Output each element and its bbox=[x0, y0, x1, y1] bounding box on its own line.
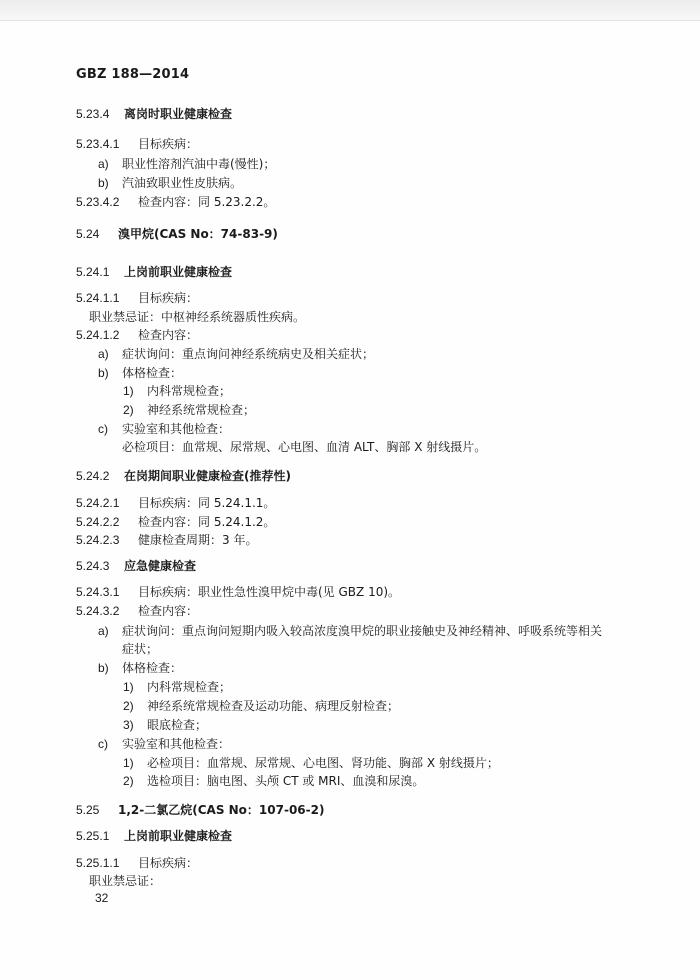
list-text: 神经系统常规检查； bbox=[147, 403, 256, 417]
scan-top-edge bbox=[0, 0, 700, 21]
clause-line bbox=[76, 291, 198, 305]
section-heading bbox=[76, 803, 324, 817]
page-header: GBZ 188—2014 bbox=[76, 67, 190, 82]
list-marker: 2) bbox=[123, 699, 134, 713]
sublist-item bbox=[123, 718, 207, 732]
section-number: 5.23.4 bbox=[76, 107, 110, 121]
clause-number: 5.24.2.3 bbox=[76, 533, 120, 547]
clause-text: 检查内容：同 5.24.1.2。 bbox=[138, 515, 276, 529]
list-text: 实验室和其他检查： bbox=[122, 737, 231, 751]
list-item bbox=[98, 422, 230, 436]
list-marker: a) bbox=[98, 347, 109, 361]
sublist-item bbox=[123, 403, 255, 417]
list-item bbox=[98, 661, 182, 675]
clause-line bbox=[76, 585, 400, 599]
section-title: 溴甲烷(CAS No：74-83-9) bbox=[118, 227, 278, 241]
list-item bbox=[98, 347, 374, 361]
list-text: 体格检查： bbox=[122, 661, 183, 675]
list-text: 症状询问：重点询问短期内吸入较高浓度溴甲烷的职业接触史及神经精神、呼吸系统等相关 bbox=[122, 624, 603, 638]
section-number: 5.24.1 bbox=[76, 265, 110, 279]
clause-number: 5.24.1.1 bbox=[76, 291, 120, 305]
list-text: 神经系统常规检查及运动功能、病理反射检查； bbox=[147, 699, 400, 713]
paragraph-line bbox=[122, 440, 486, 454]
paragraph-text: 职业禁忌证： bbox=[89, 874, 162, 888]
clause-text: 目标疾病：同 5.24.1.1。 bbox=[138, 496, 276, 510]
clause-text: 目标疾病： bbox=[138, 291, 199, 305]
section-title: 在岗期间职业健康检查(推荐性) bbox=[124, 469, 291, 483]
list-marker: 2) bbox=[123, 403, 134, 417]
clause-text: 目标疾病：职业性急性溴甲烷中毒(见 GBZ 10)。 bbox=[138, 585, 401, 599]
paragraph-text: 职业禁忌证：中枢神经系统器质性疾病。 bbox=[89, 310, 306, 324]
clause-line bbox=[76, 515, 275, 529]
clause-line bbox=[76, 604, 198, 618]
section-heading bbox=[76, 227, 278, 241]
clause-number: 5.24.2.1 bbox=[76, 496, 120, 510]
list-text: 职业性溶剂汽油中毒(慢性)； bbox=[122, 157, 276, 171]
clause-text: 检查内容： bbox=[138, 328, 199, 342]
list-marker: b) bbox=[98, 661, 109, 675]
page-number: 32 bbox=[95, 891, 109, 905]
sublist-item bbox=[123, 699, 399, 713]
clause-text: 目标疾病： bbox=[138, 856, 199, 870]
section-title: 1,2-二氯乙烷(CAS No：107-06-2) bbox=[118, 803, 325, 817]
list-item bbox=[98, 366, 182, 380]
section-title: 上岗前职业健康检查 bbox=[124, 265, 233, 279]
paragraph-text: 症状； bbox=[122, 642, 159, 656]
section-number: 5.24.3 bbox=[76, 559, 110, 573]
list-marker: c) bbox=[98, 422, 108, 436]
section-title: 离岗时职业健康检查 bbox=[124, 107, 233, 121]
list-marker: b) bbox=[98, 366, 109, 380]
clause-line bbox=[76, 137, 198, 151]
list-item bbox=[98, 737, 230, 751]
sublist-item bbox=[123, 756, 499, 770]
clause-text: 目标疾病： bbox=[138, 137, 199, 151]
clause-number: 5.24.3.2 bbox=[76, 604, 120, 618]
list-text: 症状询问：重点询问神经系统病史及相关症状； bbox=[122, 347, 375, 361]
sublist-item bbox=[123, 680, 231, 694]
clause-text: 检查内容： bbox=[138, 604, 199, 618]
list-text: 必检项目：血常规、尿常规、心电图、肾功能、胸部 X 射线摄片； bbox=[147, 756, 499, 770]
list-text: 实验室和其他检查： bbox=[122, 422, 231, 436]
section-number: 5.25.1 bbox=[76, 829, 110, 843]
clause-line bbox=[76, 195, 275, 209]
section-number: 5.24 bbox=[76, 227, 100, 241]
section-number: 5.24.2 bbox=[76, 469, 110, 483]
list-text: 体格检查： bbox=[122, 366, 183, 380]
list-text: 内科常规检查； bbox=[147, 680, 232, 694]
clause-number: 5.24.3.1 bbox=[76, 585, 120, 599]
section-title: 应急健康检查 bbox=[124, 559, 197, 573]
list-marker: a) bbox=[98, 624, 109, 638]
list-marker: b) bbox=[98, 176, 109, 190]
list-marker: 1) bbox=[123, 756, 134, 770]
clause-number: 5.23.4.2 bbox=[76, 195, 120, 209]
paragraph-line bbox=[89, 874, 161, 888]
list-marker: c) bbox=[98, 737, 108, 751]
list-text: 内科常规检查； bbox=[147, 384, 232, 398]
clause-line bbox=[76, 856, 198, 870]
list-item bbox=[98, 176, 242, 190]
list-marker: 3) bbox=[123, 718, 134, 732]
list-marker: a) bbox=[98, 157, 109, 171]
list-item bbox=[98, 624, 602, 638]
paragraph-line bbox=[122, 642, 158, 656]
list-text: 选检项目：脑电图、头颅 CT 或 MRI、血溴和尿溴。 bbox=[147, 774, 425, 788]
clause-number: 5.25.1.1 bbox=[76, 856, 120, 870]
list-text: 眼底检查； bbox=[147, 718, 208, 732]
clause-line bbox=[76, 496, 275, 510]
list-text: 汽油致职业性皮肤病。 bbox=[122, 176, 243, 190]
list-marker: 1) bbox=[123, 384, 134, 398]
list-item bbox=[98, 157, 275, 171]
clause-text: 检查内容：同 5.23.2.2。 bbox=[138, 195, 276, 209]
paragraph-line bbox=[89, 310, 305, 324]
subsection-heading bbox=[76, 559, 196, 573]
paragraph-text: 必检项目：血常规、尿常规、心电图、血清 ALT、胸部 X 射线摄片。 bbox=[122, 440, 487, 454]
sublist-item bbox=[123, 774, 424, 788]
subsection-heading bbox=[76, 107, 232, 121]
subsection-heading bbox=[76, 265, 232, 279]
section-number: 5.25 bbox=[76, 803, 100, 817]
list-marker: 2) bbox=[123, 774, 134, 788]
clause-number: 5.24.2.2 bbox=[76, 515, 120, 529]
clause-line bbox=[76, 533, 257, 547]
sublist-item bbox=[123, 384, 231, 398]
clause-text: 健康检查周期：3 年。 bbox=[138, 533, 258, 547]
section-title: 上岗前职业健康检查 bbox=[124, 829, 233, 843]
clause-number: 5.24.1.2 bbox=[76, 328, 120, 342]
clause-line bbox=[76, 328, 198, 342]
subsection-heading bbox=[76, 469, 291, 483]
subsection-heading bbox=[76, 829, 232, 843]
list-marker: 1) bbox=[123, 680, 134, 694]
clause-number: 5.23.4.1 bbox=[76, 137, 120, 151]
